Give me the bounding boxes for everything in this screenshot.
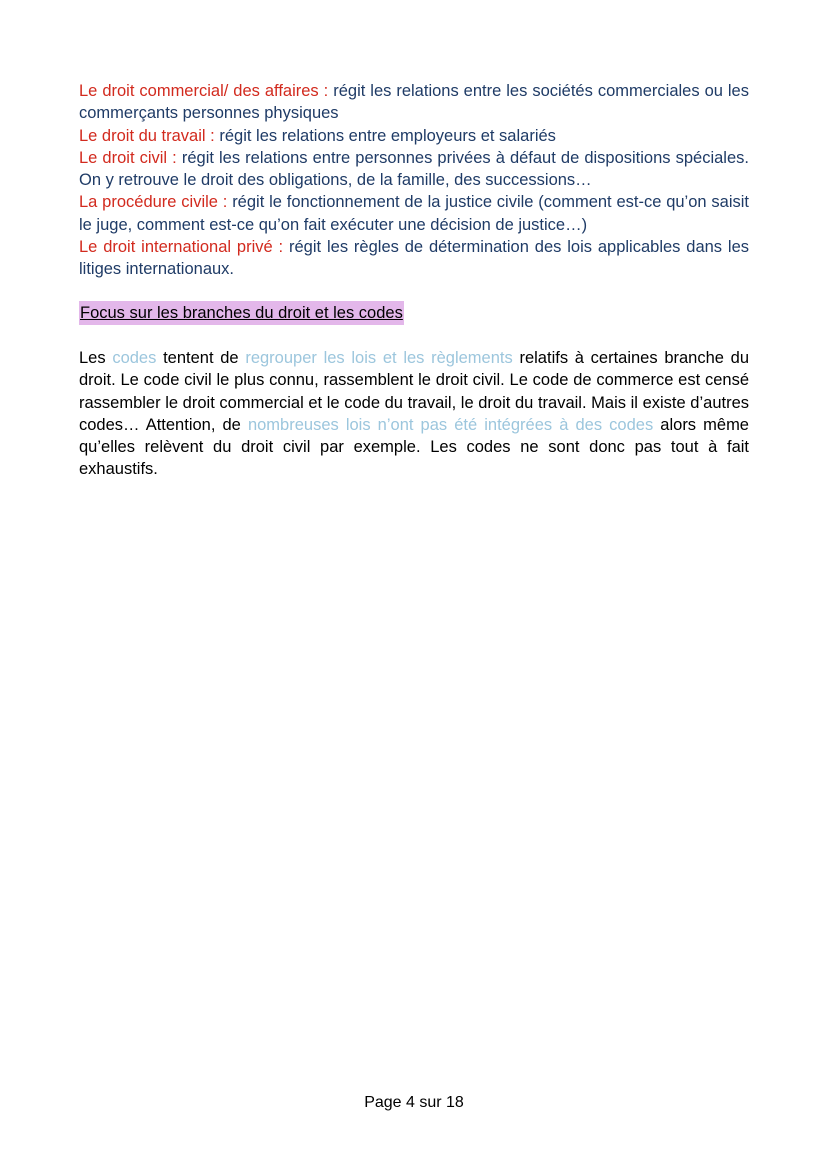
page-number: Page 4 sur 18 — [364, 1094, 464, 1111]
definition-term: La procédure civile : — [79, 193, 228, 212]
definition-text: régit les relations entre les sociétés commerciales ou les commerçants personnes physiques — [79, 82, 749, 123]
codes-paragraph — [79, 347, 749, 481]
definition-text: régit le fonctionnement de la justice civile (comment est-ce qu’on saisit le juge, comment est-ce qu’on fait exécuter une décision de justice…) — [79, 193, 749, 234]
definition-international-prive — [79, 236, 749, 281]
definition-travail — [79, 125, 749, 147]
highlighted-text: codes — [112, 349, 157, 367]
paragraph-text: alors même qu’elles relèvent du droit civil par exemple. Les codes ne sont donc pas tout à fait exhaustifs. — [79, 415, 749, 479]
definition-text: régit les règles de détermination des lois applicables dans les litiges internationaux. — [79, 238, 750, 279]
definition-procedure-civile — [79, 191, 749, 236]
section-heading: Focus sur les branches du droit et les codes — [79, 301, 404, 325]
definitions-block — [79, 80, 749, 281]
definition-term: Le droit international privé : — [79, 238, 284, 257]
paragraph-text: relatifs à certaines branche du droit. Le code civil le plus connu, rassemblent le droit civil. Le code de commerce est censé rassembler le droit commercial et le code du travail, le droit du travail. Mais il existe d’autres codes… Attention, de — [79, 349, 750, 434]
definition-commercial — [79, 80, 749, 125]
definition-text: régit les relations entre personnes privées à défaut de dispositions spéciales. On y retrouve le droit des obligations, de la famille, des successions… — [79, 148, 749, 190]
highlighted-text: regrouper les lois et les règlements — [245, 349, 513, 367]
highlighted-text: nombreuses lois n’ont pas été intégrées à des codes — [247, 415, 654, 434]
definition-civil — [79, 147, 749, 192]
definition-term: Le droit du travail : — [79, 126, 215, 145]
definition-term: Le droit civil : — [79, 148, 177, 167]
paragraph-text: Les — [79, 349, 106, 367]
paragraph-text: tentent de — [163, 349, 239, 367]
definition-term: Le droit commercial/ des affaires : — [79, 82, 329, 100]
definition-text: régit les relations entre employeurs et salariés — [219, 126, 556, 145]
